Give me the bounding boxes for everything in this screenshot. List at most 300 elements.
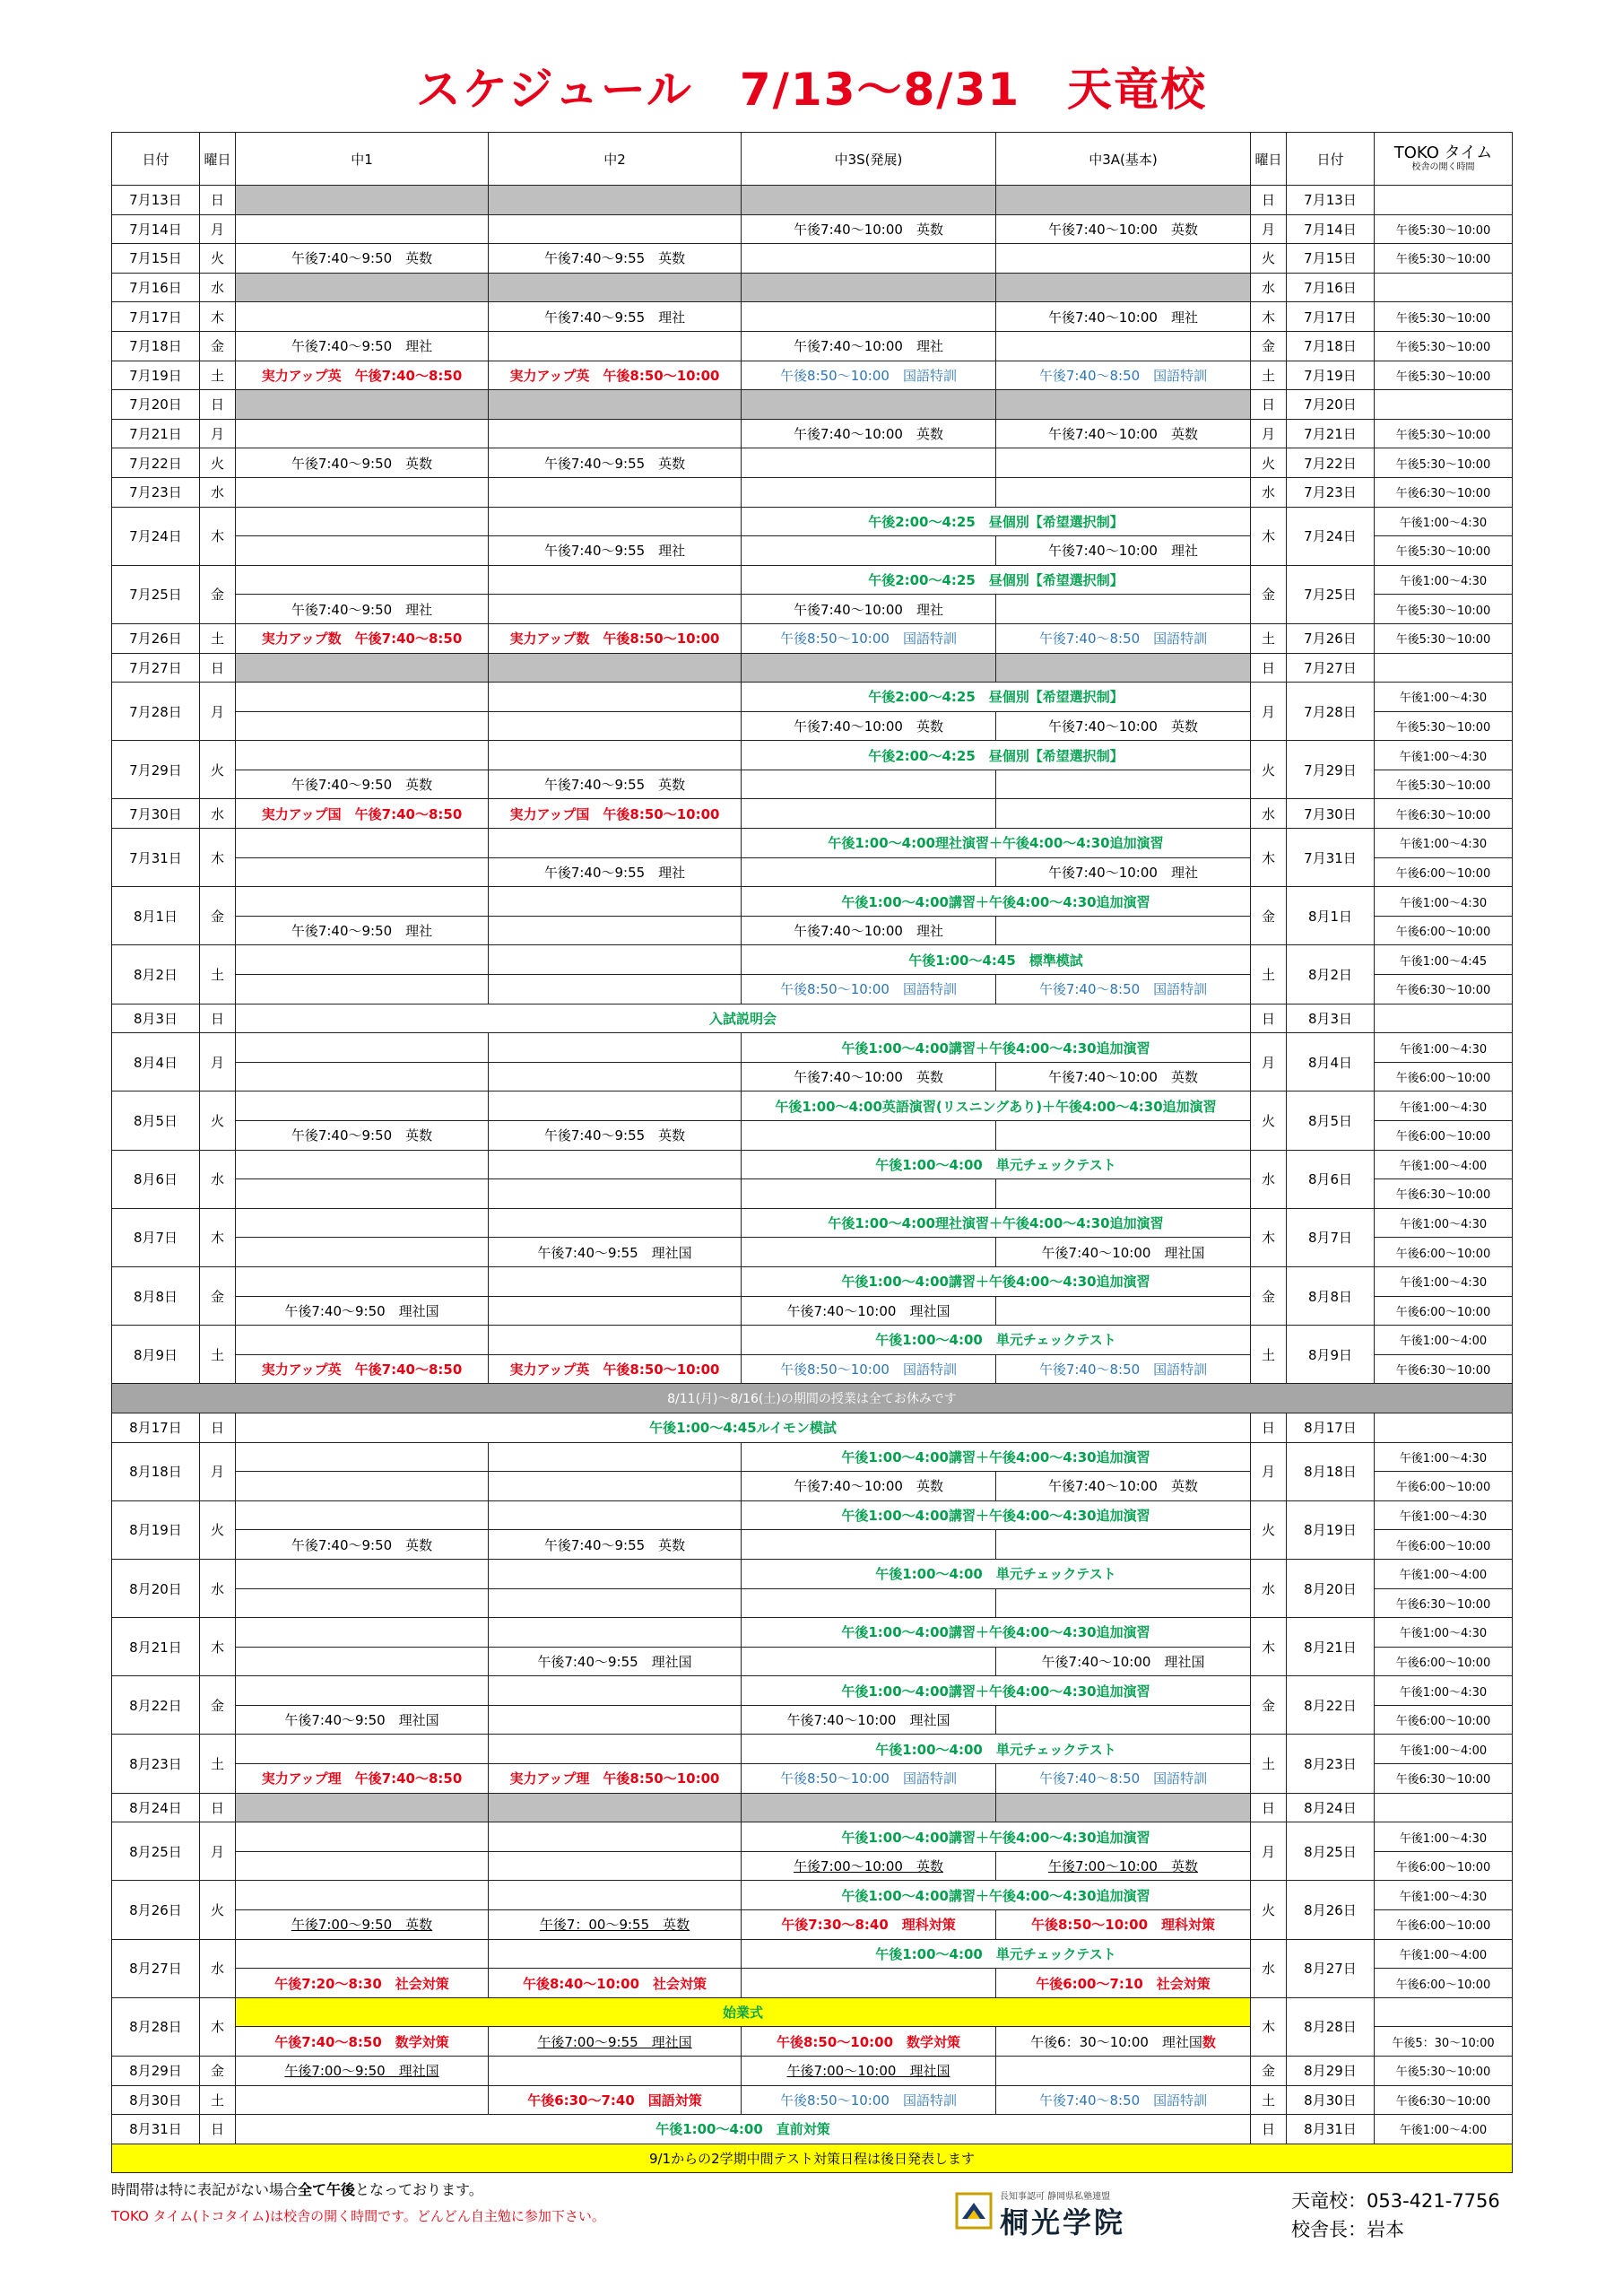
grade2-cell: 午後7:40～9:55 理社: [489, 536, 742, 566]
date-right-cell: 8月20日: [1287, 1559, 1375, 1617]
empty-cell: [489, 1618, 742, 1648]
grade2-cell: 午後6:30～7:40 国語対策: [489, 2085, 742, 2115]
date-cell: 8月23日: [112, 1735, 200, 1793]
empty-cell: [236, 1208, 489, 1238]
date-right-cell: 7月13日: [1287, 186, 1375, 215]
weekday-cell: 金: [200, 2057, 236, 2086]
table-row: [112, 1618, 1513, 1648]
weekday-right-cell: 日: [1251, 186, 1287, 215]
head-teacher: 校舎長：岩本: [1291, 2219, 1404, 2240]
grade1-cell: [236, 536, 489, 566]
date-cell: 8月27日: [112, 1939, 200, 1997]
weekday-right-cell: 水: [1251, 1150, 1287, 1208]
all-grades-cell: 入試説明会: [236, 1004, 1251, 1033]
toko-cell: 午後6:00～10:00: [1375, 1851, 1513, 1881]
weekday-right-cell: 水: [1251, 477, 1287, 507]
table-row: [112, 1091, 1513, 1121]
grade1-cell: 午後7:40～9:50 理社: [236, 595, 489, 624]
grade3a-cell: 午後7:00～10:00 英数: [996, 1851, 1251, 1881]
date-cell: 8月7日: [112, 1208, 200, 1266]
grade3a-cell: 午後7:40～8:50 国語特訓: [996, 975, 1251, 1004]
col-grade3a: 中3A(基本): [996, 133, 1251, 186]
toko-cell: 午後5:30～10:00: [1375, 214, 1513, 244]
weekday-cell: 月: [200, 214, 236, 244]
weekday-right-cell: 火: [1251, 244, 1287, 274]
grade2-cell: 午後7:40～9:55 英数: [489, 1121, 742, 1151]
grade2-cell: [489, 1179, 742, 1209]
grade2-cell: [489, 975, 742, 1004]
footnote-bold: 全て午後: [298, 2181, 356, 2198]
grade1-cell: 実力アップ理 午後7:40～8:50: [236, 1764, 489, 1794]
grade1-cell: [236, 477, 489, 507]
toko-cell: [1375, 273, 1513, 302]
grade2-cell: [489, 331, 742, 361]
date-right-cell: 8月27日: [1287, 1939, 1375, 1997]
grade3s-cell: 午後7:40～10:00 英数: [742, 419, 996, 448]
grade3-event-cell: 午後1:00～4:00 単元チェックテスト: [742, 1326, 1251, 1355]
grade3a-cell: [996, 2057, 1251, 2086]
grade1-cell: 午後7:40～9:50 英数: [236, 1530, 489, 1560]
date-right-cell: 7月27日: [1287, 653, 1375, 683]
grade3s-cell: [742, 770, 996, 799]
date-right-cell: 8月9日: [1287, 1326, 1375, 1384]
date-cell: 8月30日: [112, 2085, 200, 2115]
grade3-event-cell: 午後1:00～4:00 単元チェックテスト: [742, 1939, 1251, 1969]
toko-cell: 午後6:00～10:00: [1375, 1969, 1513, 1998]
grade3a-cell: 午後7:40～8:50 国語特訓: [996, 623, 1251, 653]
table-row: [112, 741, 1513, 770]
grade3-event-cell: 午後1:00～4:00 単元チェックテスト: [742, 1150, 1251, 1179]
weekday-right-cell: 金: [1251, 2057, 1287, 2086]
weekday-right-cell: 日: [1251, 2115, 1287, 2144]
grade1-cell: [236, 711, 489, 741]
grade2-cell: 午後7:00～9:55 理社国: [489, 2027, 742, 2057]
weekday-cell: 木: [200, 302, 236, 332]
grade3a-cell: [996, 244, 1251, 274]
weekday-right-cell: 土: [1251, 361, 1287, 390]
grade1-cell: [236, 1472, 489, 1501]
weekday-right-cell: 月: [1251, 683, 1287, 741]
table-row: [112, 507, 1513, 536]
weekday-right-cell: 月: [1251, 1033, 1287, 1091]
grade3a-cell: 午後7:40～10:00 英数: [996, 1062, 1251, 1091]
grade3-event-cell: 午後1:00～4:00 単元チェックテスト: [742, 1735, 1251, 1764]
date-cell: 8月26日: [112, 1881, 200, 1939]
grade3-event-cell: 午後1:00～4:00理社演習＋午後4:00～4:30追加演習: [742, 829, 1251, 858]
empty-cell: [489, 1559, 742, 1588]
closed-cell: [236, 186, 489, 215]
col-toko: [1375, 133, 1513, 186]
date-right-cell: 7月25日: [1287, 565, 1375, 623]
grade1-cell: 午後7:40～9:50 理社国: [236, 1296, 489, 1326]
closed-cell: [742, 390, 996, 420]
weekday-cell: 火: [200, 1500, 236, 1559]
book-pen-icon: [955, 2192, 993, 2230]
weekday-right-cell: 土: [1251, 945, 1287, 1004]
empty-cell: [236, 1326, 489, 1355]
grade1-cell: 午後7:40～8:50 数学対策: [236, 2027, 489, 2057]
date-right-cell: 8月5日: [1287, 1091, 1375, 1150]
col-grade3s: 中3S(発展): [742, 133, 996, 186]
weekday-cell: 日: [200, 186, 236, 215]
grade3a-cell: 午後7:40～10:00 理社: [996, 857, 1251, 887]
weekday-right-cell: 木: [1251, 1208, 1287, 1266]
table-row: [112, 565, 1513, 595]
closed-cell: [996, 653, 1251, 683]
footnote-toko: TOKO タイム(トコタイム)は校舎の開く時間です。どんどん自主勉に参加下さい。: [111, 2208, 605, 2224]
grade3s-cell: 午後7:40～10:00 理社: [742, 916, 996, 945]
grade2-cell: 午後7：00～9:55 英数: [489, 1910, 742, 1940]
grade3s-cell: [742, 302, 996, 332]
grade2-cell: 午後7:40～9:55 英数: [489, 448, 742, 478]
table-row: [112, 1326, 1513, 1355]
grade3a-cell: 午後7:40～10:00 英数: [996, 711, 1251, 741]
table-row: [112, 186, 1513, 215]
grade1-cell: 午後7:00～9:50 英数: [236, 1910, 489, 1940]
empty-cell: [489, 1442, 742, 1472]
empty-cell: [489, 1091, 742, 1121]
table-row: [112, 390, 1513, 420]
date-cell: 7月14日: [112, 214, 200, 244]
table-row: [112, 653, 1513, 683]
toko-cell: [1375, 1004, 1513, 1033]
grade3a-cell: [996, 477, 1251, 507]
toko-cell: 午後5：30～10:00: [1375, 2027, 1513, 2057]
toko-cell: 午後1:00～4:30: [1375, 1091, 1513, 1121]
grade3a-cell: [996, 1588, 1251, 1618]
date-cell: 7月23日: [112, 477, 200, 507]
table-row: [112, 1735, 1513, 1764]
date-cell: 7月15日: [112, 244, 200, 274]
toko-cell: [1375, 186, 1513, 215]
grade1-cell: [236, 857, 489, 887]
grade3a-cell: [996, 448, 1251, 478]
table-row: [112, 1559, 1513, 1588]
grade2-cell: [489, 1588, 742, 1618]
phone: 天竜校：053-421-7756: [1291, 2190, 1500, 2212]
closed-cell: [742, 653, 996, 683]
grade3s-cell: [742, 1238, 996, 1267]
grade1-cell: 午後7:40～9:50 理社国: [236, 1705, 489, 1735]
date-right-cell: 7月31日: [1287, 829, 1375, 887]
table-row: [112, 1676, 1513, 1706]
date-cell: 7月13日: [112, 186, 200, 215]
date-right-cell: 8月4日: [1287, 1033, 1375, 1091]
logo-name: 桐光学院: [1000, 2205, 1126, 2239]
grade3s-cell: [742, 244, 996, 274]
grade3s-cell: 午後7:40～10:00 理社: [742, 331, 996, 361]
weekday-cell: 日: [200, 653, 236, 683]
all-grades-cell: 午後1:00～4:00 直前対策: [236, 2115, 1251, 2144]
table-row: [112, 2085, 1513, 2115]
toko-cell: 午後1:00～4:00: [1375, 2115, 1513, 2144]
weekday-right-cell: 火: [1251, 448, 1287, 478]
empty-cell: [489, 1939, 742, 1969]
toko-cell: 午後5:30～10:00: [1375, 2057, 1513, 2086]
toko-cell: 午後6:00～10:00: [1375, 916, 1513, 945]
grade3s-cell: [742, 857, 996, 887]
weekday-cell: 土: [200, 945, 236, 1004]
toko-sub: 校舎の開く時間: [1411, 162, 1475, 172]
date-right-cell: 7月16日: [1287, 273, 1375, 302]
grade3a-cell: [996, 916, 1251, 945]
table-row: [112, 448, 1513, 478]
grade3-event-cell: 午後1:00～4:00講習＋午後4:00～4:30追加演習: [742, 1500, 1251, 1530]
toko-cell: 午後5:30～10:00: [1375, 448, 1513, 478]
date-right-cell: 8月31日: [1287, 2115, 1375, 2144]
toko-cell: 午後1:00～4:30: [1375, 1033, 1513, 1063]
weekday-cell: 日: [200, 1793, 236, 1822]
grade3s-cell: 午後8:50～10:00 国語特訓: [742, 361, 996, 390]
grade3s-cell: 午後7:40～10:00 英数: [742, 711, 996, 741]
date-cell: 7月21日: [112, 419, 200, 448]
empty-cell: [236, 1500, 489, 1530]
grade2-cell: [489, 1296, 742, 1326]
grade3s-cell: [742, 448, 996, 478]
closed-cell: [742, 186, 996, 215]
toko-cell: 午後6:30～10:00: [1375, 975, 1513, 1004]
empty-cell: [236, 1091, 489, 1121]
table-row: [112, 1033, 1513, 1063]
closed-cell: [489, 390, 742, 420]
announcement-cell: 9/1からの2学期中間テスト対策日程は後日発表します: [112, 2144, 1513, 2173]
grade3s-cell: 午後8:50～10:00 国語特訓: [742, 623, 996, 653]
toko-cell: 午後1:00～4:30: [1375, 1618, 1513, 1648]
grade3s-cell: 午後8:50～10:00 国語特訓: [742, 1764, 996, 1794]
closed-cell: [996, 186, 1251, 215]
grade2-cell: 午後7:40～9:55 英数: [489, 1530, 742, 1560]
grade3s-cell: [742, 536, 996, 566]
weekday-right-cell: 日: [1251, 653, 1287, 683]
date-right-cell: 8月3日: [1287, 1004, 1375, 1033]
weekday-right-cell: 月: [1251, 419, 1287, 448]
toko-cell: 午後6:30～10:00: [1375, 1354, 1513, 1384]
table-row: [112, 477, 1513, 507]
grade2-cell: 午後7:40～9:55 理社: [489, 302, 742, 332]
footnote-time: [111, 2179, 483, 2199]
weekday-cell: 金: [200, 1676, 236, 1735]
weekday-cell: 月: [200, 1442, 236, 1500]
grade3-event-cell: 午後1:00～4:00講習＋午後4:00～4:30追加演習: [742, 1676, 1251, 1706]
date-right-cell: 7月23日: [1287, 477, 1375, 507]
table-row: [112, 623, 1513, 653]
grade3a-cell: [996, 595, 1251, 624]
notice-cell: 8/11(月)～8/16(土)の期間の授業は全てお休みです: [112, 1384, 1513, 1413]
grade3a-cell: 午後7:40～8:50 国語特訓: [996, 1764, 1251, 1794]
grade3s-cell: 午後7:40～10:00 理社国: [742, 1296, 996, 1326]
toko-cell: 午後6:00～10:00: [1375, 1472, 1513, 1501]
toko-cell: 午後1:00～4:30: [1375, 829, 1513, 858]
grade1-cell: 午後7:40～9:50 英数: [236, 448, 489, 478]
date-cell: 7月27日: [112, 653, 200, 683]
grade1-cell: [236, 419, 489, 448]
date-right-cell: 8月25日: [1287, 1822, 1375, 1881]
weekday-cell: 月: [200, 1822, 236, 1881]
date-right-cell: 8月29日: [1287, 2057, 1375, 2086]
weekday-cell: 火: [200, 741, 236, 799]
grade1-cell: [236, 1062, 489, 1091]
notice-row: [112, 1384, 1513, 1413]
date-right-cell: 7月21日: [1287, 419, 1375, 448]
grade3a-cell: 午後7:40～10:00 理社国: [996, 1238, 1251, 1267]
grade3-event-cell: 午後1:00～4:00講習＋午後4:00～4:30追加演習: [742, 1033, 1251, 1063]
date-cell: 7月26日: [112, 623, 200, 653]
date-cell: 8月20日: [112, 1559, 200, 1617]
grade2-cell: [489, 2057, 742, 2086]
date-cell: 8月4日: [112, 1033, 200, 1091]
grade3-event-cell: 午後1:00～4:45 標準模試: [742, 945, 1251, 975]
toko-cell: 午後5:30～10:00: [1375, 302, 1513, 332]
empty-cell: [236, 1881, 489, 1910]
date-cell: 8月3日: [112, 1004, 200, 1033]
closed-cell: [236, 273, 489, 302]
grade3s-cell: [742, 799, 996, 829]
table-row: [112, 2115, 1513, 2144]
toko-cell: 午後5:30～10:00: [1375, 244, 1513, 274]
col-date: 日付: [112, 133, 200, 186]
grade2-cell: 実力アップ英 午後8:50～10:00: [489, 1354, 742, 1384]
grade3s-cell: [742, 1179, 996, 1209]
closed-cell: [996, 390, 1251, 420]
table-row: [112, 419, 1513, 448]
date-right-cell: 7月17日: [1287, 302, 1375, 332]
date-right-cell: 8月2日: [1287, 945, 1375, 1004]
date-cell: 7月30日: [112, 799, 200, 829]
weekday-right-cell: 土: [1251, 1735, 1287, 1793]
date-right-cell: 8月21日: [1287, 1618, 1375, 1676]
date-right-cell: 8月6日: [1287, 1150, 1375, 1208]
contact-info: [1291, 2187, 1500, 2244]
empty-cell: [489, 1208, 742, 1238]
closed-cell: [489, 273, 742, 302]
schedule-table: [111, 132, 1513, 2173]
weekday-cell: 月: [200, 1033, 236, 1091]
weekday-right-cell: 水: [1251, 1939, 1287, 1997]
date-right-cell: 7月20日: [1287, 390, 1375, 420]
empty-cell: [236, 1618, 489, 1648]
grade3a-cell: 午後7:40～10:00 英数: [996, 214, 1251, 244]
date-right-cell: 8月17日: [1287, 1413, 1375, 1442]
grade3-event-cell: 午後1:00～4:00講習＋午後4:00～4:30追加演習: [742, 1442, 1251, 1472]
empty-cell: [489, 1033, 742, 1063]
weekday-right-cell: 月: [1251, 1442, 1287, 1500]
toko-cell: 午後1:00～4:00: [1375, 1559, 1513, 1588]
grade3s-cell: 午後8:50～10:00 国語特訓: [742, 975, 996, 1004]
date-cell: 7月17日: [112, 302, 200, 332]
empty-cell: [489, 1822, 742, 1852]
date-cell: 8月19日: [112, 1500, 200, 1559]
weekday-right-cell: 木: [1251, 829, 1287, 887]
grade3s-cell: 午後7:40～10:00 理社: [742, 595, 996, 624]
date-right-cell: 7月22日: [1287, 448, 1375, 478]
grade1-cell: 午後7:20～8:30 社会対策: [236, 1969, 489, 1998]
grade3a-cell: [996, 2027, 1251, 2057]
date-cell: 7月19日: [112, 361, 200, 390]
grade3s-cell: 午後7:40～10:00 英数: [742, 1472, 996, 1501]
school-logo: [955, 2185, 1197, 2237]
toko-cell: 午後1:00～4:30: [1375, 1266, 1513, 1296]
grade1-cell: 午後7:40～9:50 英数: [236, 244, 489, 274]
grade2-cell: 実力アップ数 午後8:50～10:00: [489, 623, 742, 653]
date-right-cell: 7月15日: [1287, 244, 1375, 274]
grade3s-cell: [742, 477, 996, 507]
weekday-cell: 木: [200, 829, 236, 887]
empty-cell: [236, 683, 489, 712]
toko-cell: 午後6:00～10:00: [1375, 1121, 1513, 1151]
date-right-cell: 7月14日: [1287, 214, 1375, 244]
table-row: [112, 273, 1513, 302]
weekday-right-cell: 金: [1251, 1676, 1287, 1735]
closed-cell: [996, 273, 1251, 302]
toko-cell: 午後1:00～4:30: [1375, 1822, 1513, 1852]
grade1-cell: 午後7:40～9:50 理社: [236, 331, 489, 361]
toko-cell: 午後6:30～10:00: [1375, 799, 1513, 829]
weekday-cell: 月: [200, 419, 236, 448]
empty-cell: [236, 1735, 489, 1764]
date-cell: 8月9日: [112, 1326, 200, 1384]
date-cell: 8月17日: [112, 1413, 200, 1442]
weekday-right-cell: 火: [1251, 1881, 1287, 1939]
grade3a-cell: [996, 799, 1251, 829]
toko-cell: 午後6:00～10:00: [1375, 1705, 1513, 1735]
grade3s-cell: [742, 1121, 996, 1151]
weekday-cell: 木: [200, 1208, 236, 1266]
grade2-cell: 午後7:40～9:55 英数: [489, 244, 742, 274]
weekday-right-cell: 土: [1251, 1326, 1287, 1384]
toko-cell: 午後5:30～10:00: [1375, 419, 1513, 448]
date-right-cell: 8月7日: [1287, 1208, 1375, 1266]
grade3a-cell: 午後8:50～10:00 理科対策: [996, 1910, 1251, 1940]
table-row: [112, 1500, 1513, 1530]
grade1-cell: [236, 1647, 489, 1676]
closed-cell: [489, 1793, 742, 1822]
grade3s-cell: 午後8:50～10:00 国語特訓: [742, 2085, 996, 2115]
date-cell: 8月25日: [112, 1822, 200, 1881]
weekday-right-cell: 木: [1251, 1618, 1287, 1676]
grade2-cell: 午後7:40～9:55 理社: [489, 857, 742, 887]
weekday-cell: 水: [200, 273, 236, 302]
grade3s-cell: [742, 1530, 996, 1560]
grade2-cell: [489, 711, 742, 741]
date-cell: 7月31日: [112, 829, 200, 887]
toko-cell: 午後1:00～4:30: [1375, 1881, 1513, 1910]
toko-cell: 午後1:00～4:30: [1375, 1208, 1513, 1238]
grade3a-cell: 午後7:40～8:50 国語特訓: [996, 1354, 1251, 1384]
table-row: [112, 1150, 1513, 1179]
weekday-cell: 木: [200, 1997, 236, 2056]
empty-cell: [236, 829, 489, 858]
ceremony-cell: 始業式: [236, 1997, 1251, 2027]
grade3s-cell: 午後7:40～10:00 英数: [742, 1062, 996, 1091]
toko-cell: 午後6:00～10:00: [1375, 1238, 1513, 1267]
toko-cell: [1375, 653, 1513, 683]
closed-cell: [236, 1793, 489, 1822]
grade3a-cell: 午後7:40～8:50 国語特訓: [996, 2085, 1251, 2115]
weekday-right-cell: 木: [1251, 1997, 1287, 2056]
grade3a-cell: 午後7:40～10:00 理社国: [996, 1647, 1251, 1676]
grade3a-text: 午後6：30～10:00 理社国: [1030, 2033, 1202, 2050]
grade2-cell: [489, 1705, 742, 1735]
grade1-cell: 午後7:40～9:50 英数: [236, 1121, 489, 1151]
weekday-right-cell: 日: [1251, 1004, 1287, 1033]
footnote-text-end: となっております。: [355, 2181, 483, 2198]
date-cell: 8月8日: [112, 1266, 200, 1325]
col-grade1: 中1: [236, 133, 489, 186]
col-grade2: 中2: [489, 133, 742, 186]
date-right-cell: 7月24日: [1287, 507, 1375, 565]
toko-cell: [1375, 1997, 1513, 2027]
empty-cell: [236, 1676, 489, 1706]
